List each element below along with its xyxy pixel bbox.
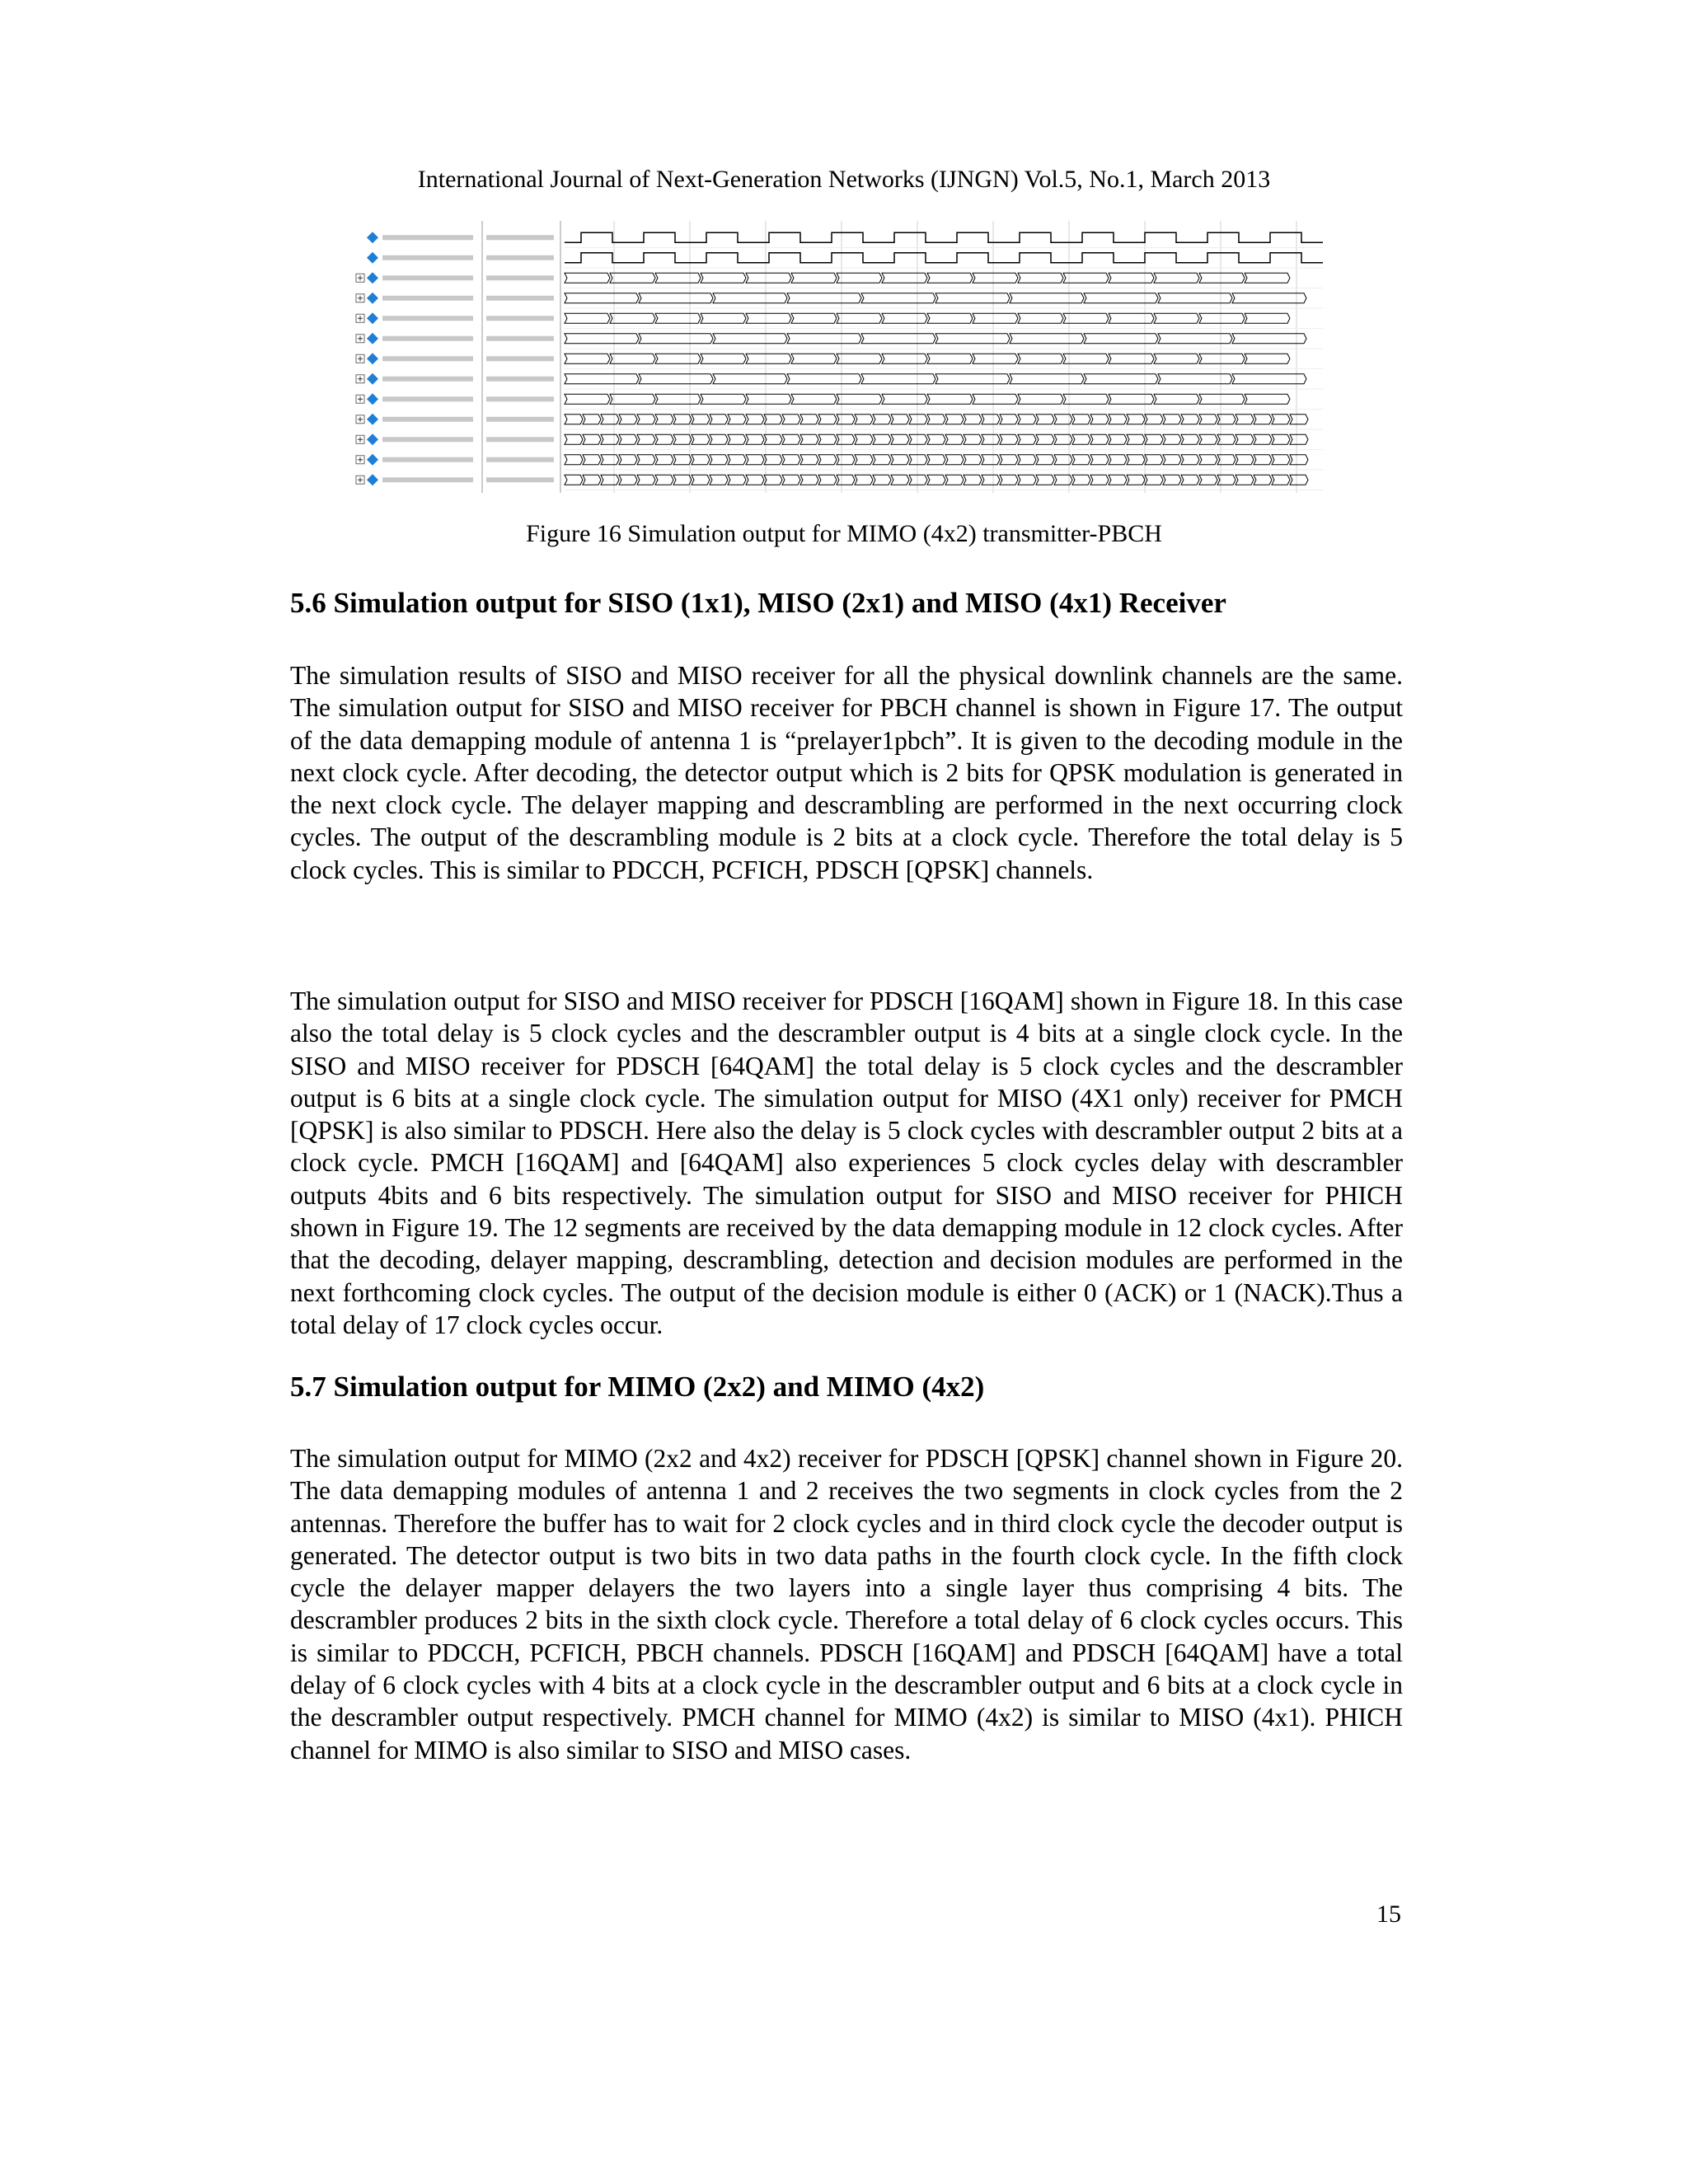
paragraph: The simulation output for MIMO (2x2 and 4x2) receiver for PDSCH [QPSK] channel shown in Figure 20. The data demapping modules of antenna 1 and 2 receives the two segments in clock cycles from the 2 antennas. Therefore the buffer has to wait for 2 clock cycles and in third clock cycle the decoder output is generated. The detector output is two bits in two data paths in the fourth clock cycle. In the fifth clock cycle the delayer mapper delayers the two layers into a single layer thus comprising 4 bits. The descrambler produces 2 bits in the sixth clock cycle. Therefore a total delay of 6 clock cycles occurs. This is similar to PDCCH, PCFICH, PBCH channels. PDSCH [16QAM] and PDSCH [64QAM] have a total delay of 6 clock cycles with 4 bits at a clock cycle in the descrambler output and 6 bits at a clock cycle in the descrambler output respectively. PMCH channel for MIMO (4x2) is similar to MISO (4x1). PHICH channel for MIMO is also similar to SISO and MISO cases.	[290, 1444, 1403, 1765]
signal-name-placeholder	[382, 437, 473, 442]
signal-value-placeholder	[486, 316, 554, 321]
bus-trace	[565, 273, 1290, 283]
signal-value-placeholder	[486, 396, 554, 401]
signal-name-placeholder	[382, 296, 473, 301]
bus-trace	[565, 354, 1290, 363]
signal-name-placeholder	[382, 396, 473, 401]
signal-diamond-icon	[367, 373, 378, 385]
signal-value-placeholder	[486, 296, 554, 301]
signal-value-placeholder	[486, 417, 554, 422]
signal-diamond-icon	[367, 434, 378, 445]
signal-diamond-icon	[367, 232, 378, 243]
paragraph: The simulation results of SISO and MISO receiver for all the physical downlink channels are the same. The simulation output for SISO and MISO receiver for PBCH channel is shown in Figure 17. The output of the data demapping module of antenna 1 is “prelayer1pbch”. It is given to the decoding module in the next clock cycle. After decoding, the detector output which is 2 bits for QPSK modulation is generated in the next clock cycle. The delayer mapping and descrambling are performed in the next occurring clock cycles. The output of the descrambling module is 2 bits at a clock cycle. Therefore the total delay is 5 clock cycles. This is similar to PDCCH, PCFICH, PDSCH [QPSK] channels.	[290, 661, 1403, 884]
waveform-figure	[354, 221, 1327, 493]
signal-name-placeholder	[382, 457, 473, 462]
signal-name-placeholder	[382, 255, 473, 260]
signal-name-placeholder	[382, 235, 473, 240]
paragraph: The simulation output for SISO and MISO receiver for PDSCH [16QAM] shown in Figure 18. In this case also the total delay is 5 clock cycles and the descrambler output is 4 bits at a single clock cycle. In the SISO and MISO receiver for PDSCH [64QAM] the total delay is 5 clock cycles and the descrambler output is 6 bits at a single clock cycle. The simulation output for MISO (4X1 only) receiver for PMCH [QPSK] is also similar to PDSCH. Here also the delay is 5 clock cycles with descrambler output 2 bits at a clock cycle. PMCH [16QAM] and [64QAM] also experiences 5 clock cycles delay with descrambler outputs 4bits and 6 bits respectively. The simulation output for SISO and MISO receiver for PHICH shown in Figure 19. The 12 segments are received by the data demapping module in 12 clock cycles. After that the decoding, delayer mapping, descrambling, detection and decision modules are performed in the next forthcoming clock cycles. The output of the decision module is either 0 (ACK) or 1 (NACK).Thus a total delay of 17 clock cycles occur.	[290, 987, 1403, 1339]
bus-trace	[565, 415, 1308, 424]
signal-value-placeholder	[486, 235, 554, 240]
signal-value-placeholder	[486, 437, 554, 442]
page-number: 15	[1376, 1900, 1401, 1928]
signal-value-placeholder	[486, 477, 554, 482]
signal-diamond-icon	[367, 312, 378, 324]
bus-trace	[565, 475, 1308, 485]
signal-name-placeholder	[382, 417, 473, 422]
signal-value-placeholder	[486, 457, 554, 462]
signal-name-placeholder	[382, 336, 473, 341]
section-heading-5-6: 5.6 Simulation output for SISO (1x1), MISO (2x1) and MISO (4x1) Receiver	[290, 587, 1226, 619]
bus-trace	[565, 293, 1306, 303]
signal-diamond-icon	[367, 293, 378, 304]
bus-trace	[565, 313, 1290, 323]
signal-value-placeholder	[486, 255, 554, 260]
waveform-svg	[354, 221, 1327, 493]
signal-name-placeholder	[382, 316, 473, 321]
signal-name-placeholder	[382, 377, 473, 382]
section-heading-5-7: 5.7 Simulation output for MIMO (2x2) and MIMO (4x2)	[290, 1371, 985, 1403]
running-header: International Journal of Next-Generation Networks (IJNGN) Vol.5, No.1, March 2013	[417, 166, 1271, 193]
signal-value-placeholder	[486, 356, 554, 361]
signal-value-placeholder	[486, 377, 554, 382]
signal-value-placeholder	[486, 275, 554, 280]
signal-diamond-icon	[367, 272, 378, 284]
signal-name-placeholder	[382, 477, 473, 482]
signal-value-placeholder	[486, 336, 554, 341]
signal-diamond-icon	[367, 454, 378, 466]
bus-trace	[565, 334, 1306, 344]
signal-diamond-icon	[367, 333, 378, 344]
signal-diamond-icon	[367, 393, 378, 405]
signal-name-placeholder	[382, 275, 473, 280]
signal-diamond-icon	[367, 252, 378, 264]
bus-trace	[565, 434, 1308, 444]
bus-trace	[565, 374, 1306, 384]
signal-name-placeholder	[382, 356, 473, 361]
signal-diamond-icon	[367, 414, 378, 425]
bus-trace	[565, 455, 1308, 465]
figure-caption: Figure 16 Simulation output for MIMO (4x2) transmitter-PBCH	[526, 520, 1162, 547]
digital-trace	[565, 232, 1323, 242]
bus-trace	[565, 394, 1290, 404]
signal-diamond-icon	[367, 474, 378, 485]
signal-diamond-icon	[367, 353, 378, 364]
digital-trace	[565, 253, 1323, 263]
